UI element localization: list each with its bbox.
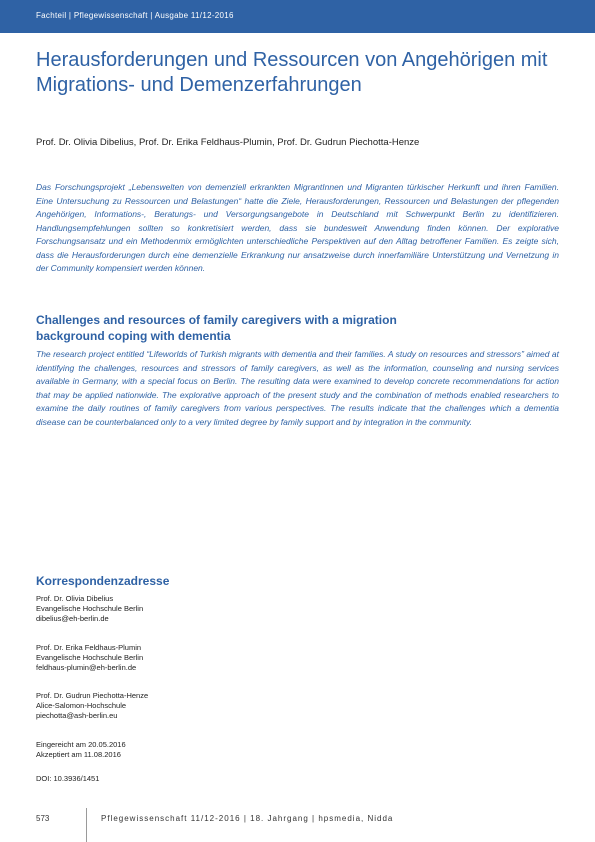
footer-journal-info: Pflegewissenschaft 11/12-2016 | 18. Jahrgang | hpsmedia, Nidda: [101, 814, 394, 823]
abstract-german: Das Forschungsprojekt „Lebenswelten von demenziell erkrankten MigrantInnen und Migranten türkischer Herkunft und ihren Familien. Eine Untersuchung zu Ressourcen und Belastungen“ hatte die Ziele, Herausforderungen, Ressourcen und Belastungen der pflegenden Angehörigen, Informations-, Beratungs- und Versorgungsangebote in Deutschland mit Schwerpunkt Berlin zu identifizieren. Handlungsempfehlungen sollten so konkretisiert werden, dass sie bundesweit Anwendung finden können. Der explorative Forschungsansatz und ein Methodenmix ermöglichten unterschiedliche Perspektiven auf den Alltag betroffener Familien. Es zeigte sich, dass die Herausforderungen durch eine demenzielle Erkrankung nur ansatzweise durch innerfamiliäre Unterstützung und Vernetzung in der Community kompensiert werden können.: [36, 182, 559, 273]
page-number: 573: [36, 814, 50, 823]
address-institution: Alice-Salomon-Hochschule: [36, 701, 127, 710]
address-email[interactable]: feldhaus-plumin@eh-berlin.de: [36, 663, 137, 672]
accepted-date: Akzeptiert am 11.08.2016: [36, 750, 121, 759]
dates-block: [36, 740, 336, 760]
article-title: Herausforderungen und Ressourcen von Angehörigen mit Migrations- und Demenzerfahrungen: [36, 49, 548, 96]
address-block: [36, 643, 336, 673]
address-email[interactable]: piechotta@ash-berlin.eu: [36, 711, 118, 720]
footer-divider: [86, 808, 87, 842]
english-title: Challenges and resources of family caregivers with a migration background coping with dementia: [36, 313, 397, 343]
header-bar: [0, 0, 595, 33]
address-institution: Evangelische Hochschule Berlin: [36, 653, 144, 662]
abstract-english: The research project entitled “Lifeworlds of Turkish migrants with dementia and their families. A study on resources and stressors” aimed at identifying the challenges, resources and stressors of family caregivers, as well as the information, counseling and nursing services available in Germany, with a special focus on Berlin. The resulting data were examined to develop concrete recommendations for action that may be applied nationwide. The explorative approach of the present study and the combination of methods enabled researchers to examine the daily routines of family caregivers from various perspectives. The results indicate that the challenges which a dementia disease can be counterbalanced only to a very limited degree by family support and by integration in the community.: [36, 349, 559, 427]
address-block: [36, 691, 336, 721]
address-name: Prof. Dr. Olivia Dibelius: [36, 594, 114, 603]
doi: DOI: 10.3936/1451: [36, 774, 100, 783]
submitted-date: Eingereicht am 20.05.2016: [36, 740, 126, 749]
address-name: Prof. Dr. Gudrun Piechotta-Henze: [36, 691, 149, 700]
address-block: [36, 594, 336, 624]
correspondence-heading: Korrespondenzadresse: [36, 574, 170, 588]
address-name: Prof. Dr. Erika Feldhaus-Plumin: [36, 643, 142, 652]
author-list: Prof. Dr. Olivia Dibelius, Prof. Dr. Erika Feldhaus-Plumin, Prof. Dr. Gudrun Piechotta-Henze: [36, 137, 420, 148]
breadcrumb: Fachteil | Pflegewissenschaft | Ausgabe 11/12-2016: [36, 11, 234, 20]
address-email[interactable]: dibelius@eh-berlin.de: [36, 614, 109, 623]
doi-block: [36, 774, 336, 784]
address-institution: Evangelische Hochschule Berlin: [36, 604, 144, 613]
